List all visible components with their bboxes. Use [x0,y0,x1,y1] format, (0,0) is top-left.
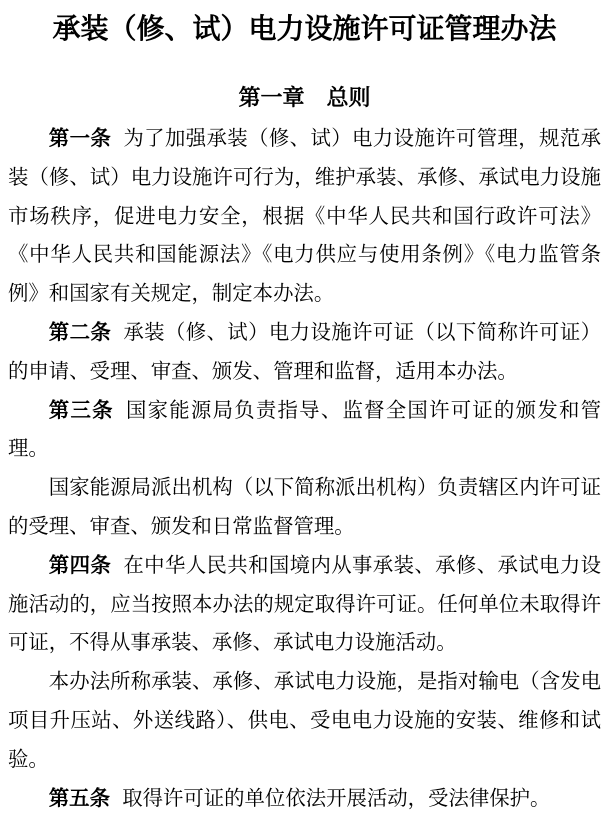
article-text: 承装（修、试）电力设施许可证（以下简称许可证）的申请、受理、审查、颁发、管理和监督，适用本办法。 [8,321,602,383]
document-body [0,120,609,818]
article-paragraph-3 [8,392,601,470]
article-text: 为了加强承装（修、试）电力设施许可管理，规范承装（修、试）电力设施许可行为，维护承装、承修、承试电力设施市场秩序，促进电力安全，根据《中华人民共和国行政许可法》《中华人民共和国能源法》《电力供应与使用条例》《电力监管条例》和国家有关规定，制定本办法。 [8,128,602,306]
article-paragraph-4 [8,547,601,663]
article-paragraph-4-continued [8,663,601,779]
article-paragraph-5 [8,780,601,819]
article-label: 第一条 [48,128,112,150]
chapter-heading: 第一章 总则 [238,85,371,110]
article-text: 在中华人民共和国境内从事承装、承修、承试电力设施活动的，应当按照本办法的规定取得许可证。任何单位未取得许可证，不得从事承装、承修、承试电力设施活动。 [8,554,602,655]
article-label: 第三条 [48,399,114,422]
document-title: 承装（修、试）电力设施许可证管理办法 [52,13,557,44]
article-label: 第四条 [48,554,112,577]
article-paragraph-2 [8,314,601,392]
article-text: 本办法所称承装、承修、承试电力设施，是指对输电（含发电项目升压站、外送线路）、供电、受电电力设施的安装、维修和试验。 [8,671,601,771]
article-text: 取得许可证的单位依法开展活动，受法律保护。 [122,787,551,810]
article-paragraph-1 [8,120,601,314]
article-label: 第五条 [48,787,110,810]
article-label: 第二条 [48,321,112,344]
article-paragraph-3-continued [8,469,601,547]
article-text: 国家能源局派出机构（以下简称派出机构）负责辖区内许可证的受理、审查、颁发和日常监督管理。 [8,477,601,538]
article-text: 国家能源局负责指导、监督全国许可证的颁发和管理。 [8,399,602,461]
